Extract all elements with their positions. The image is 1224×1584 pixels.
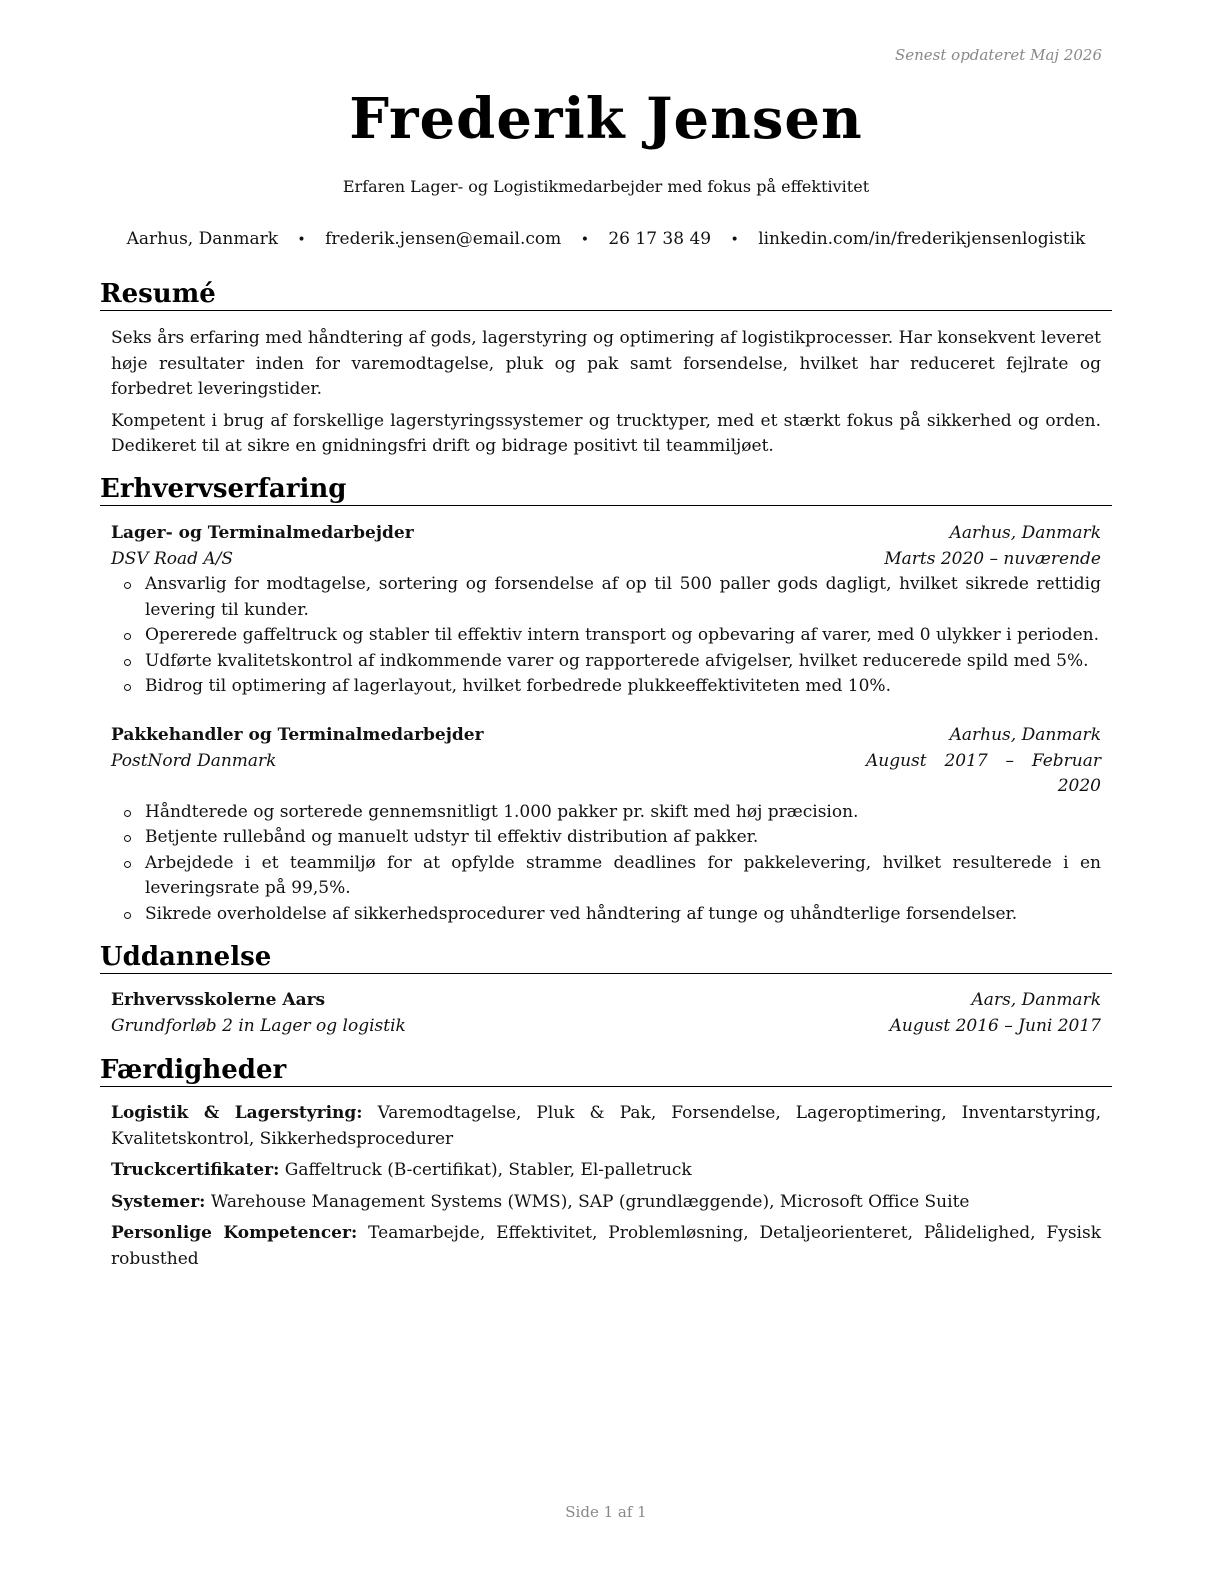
list-item xyxy=(111,649,1101,675)
list-item xyxy=(111,572,1101,623)
list-item-text: Arbejdede i et teammiljø for at opfylde stramme deadlines for pakkelevering, hvilket resulterede i en leveringsrate på 99,5%. xyxy=(145,852,1101,898)
job-dates-line1: August 2017 – Februar xyxy=(866,750,1101,771)
list-item-text: Opererede gaffeltruck og stabler til effektiv intern transport og opbevaring af varer, med 0 ulykker i perioden. xyxy=(145,625,1100,645)
job-bullet-list xyxy=(111,800,1101,928)
list-item-text: Udførte kvalitetskontrol af indkommende varer og rapporterede afvigelser, hvilket reducerede spild med 5%. xyxy=(145,650,1089,671)
education-header-row xyxy=(111,988,1101,1014)
last-updated: Senest opdateret Maj 2026 xyxy=(894,46,1102,64)
tagline: Erfaren Lager- og Logistikmedarbejder med fokus på effektivitet xyxy=(342,177,870,196)
circle-bullet-icon xyxy=(124,582,131,589)
summary-block xyxy=(111,326,1101,460)
job-entry xyxy=(111,723,1101,927)
contact-line xyxy=(100,229,1112,249)
job-subheader-row xyxy=(111,749,1101,800)
job-location: Aarhus, Danmark xyxy=(949,523,1101,543)
skill-label: Systemer: xyxy=(111,1191,206,1212)
list-item-text: Bidrog til optimering af lagerlayout, hvilket forbedrede plukkeeffektiviteten med 10%. xyxy=(145,676,891,696)
section-title-summary: Resumé xyxy=(100,279,1112,311)
list-item xyxy=(111,902,1101,928)
list-item xyxy=(111,825,1101,851)
list-item-text: Håndterede og sorterede gennemsnitligt 1.000 pakker pr. skift med høj præcision. xyxy=(145,801,859,822)
job-role: Pakkehandler og Terminalmedarbejder xyxy=(111,725,484,745)
education-location: Aars, Danmark xyxy=(971,990,1101,1010)
list-item xyxy=(111,851,1101,902)
section-title-education: Uddannelse xyxy=(100,942,1112,974)
page-number: Side 1 af 1 xyxy=(565,1503,647,1521)
list-item-text: Betjente rullebånd og manuelt udstyr til effektiv distribution af pakker. xyxy=(145,827,759,847)
list-item xyxy=(111,800,1101,826)
skill-value: Gaffeltruck (B-certifikat), Stabler, El-palletruck xyxy=(284,1160,692,1180)
list-item-text: Sikrede overholdelse af sikkerhedsprocedurer ved håndtering af tunge og uhåndterlige forsendelser. xyxy=(145,903,1018,924)
skill-label: Truckcertifikater: xyxy=(111,1160,280,1180)
skill-value: Varemodtagelse, Pluk & Pak, Forsendelse, Lageroptimering, Inventarstyring, Kvalitetskontrol, Sikkerhedsprocedurer xyxy=(111,1103,1101,1149)
skills-block xyxy=(111,1101,1101,1272)
summary-paragraph: Seks års erfaring med håndtering af gods, lagerstyring og optimering af logistikprocesser. Har konsekvent leveret høje resultater inden for varemodtagelse, pluk og pak samt forsendelse, hvilket har reduceret fejlrate og forbedret leveringstider. xyxy=(111,328,1101,399)
skill-label: Logistik & Lagerstyring: xyxy=(111,1103,363,1123)
contact-linkedin[interactable]: linkedin.com/in/frederikjensenlogistik xyxy=(758,229,1086,249)
bullet-separator-icon: • xyxy=(580,232,589,248)
summary-paragraph: Kompetent i brug af forskellige lagerstyringssystemer og trucktyper, med et stærkt fokus på sikkerhed og orden. Dedikeret til at sikre en gnidningsfri drift og bidrage positivt til teammiljøet. xyxy=(111,410,1101,456)
contact-email[interactable]: frederik.jensen@email.com xyxy=(325,229,562,249)
skill-line xyxy=(111,1221,1101,1272)
job-header-row xyxy=(111,521,1101,547)
circle-bullet-icon xyxy=(124,659,131,666)
job-dates-line2: 2020 xyxy=(1057,776,1101,796)
education-subheader-row xyxy=(111,1014,1101,1040)
education-program: Grundforløb 2 in Lager og logistik xyxy=(111,1015,406,1036)
job-company: DSV Road A/S xyxy=(111,548,234,569)
section-title-experience: Erhvervserfaring xyxy=(100,474,1112,506)
resume-page xyxy=(100,0,1112,1584)
skill-value: Teamarbejde, Effektivitet, Problemløsning, Detaljeorienteret, Pålidelighed, Fysisk robusthed xyxy=(111,1223,1102,1269)
list-item xyxy=(111,623,1101,649)
circle-bullet-icon xyxy=(124,684,131,691)
candidate-name: Frederik Jensen xyxy=(349,86,863,152)
job-subheader-row xyxy=(111,547,1101,573)
contact-phone[interactable]: 26 17 38 49 xyxy=(608,229,712,249)
circle-bullet-icon xyxy=(124,912,131,919)
job-role: Lager- og Terminalmedarbejder xyxy=(111,523,414,543)
circle-bullet-icon xyxy=(124,861,131,868)
skill-line xyxy=(111,1158,1101,1184)
job-header-row xyxy=(111,723,1101,749)
skill-label: Personlige Kompetencer: xyxy=(111,1223,358,1243)
circle-bullet-icon xyxy=(124,835,131,842)
job-bullet-list xyxy=(111,572,1101,700)
job-dates xyxy=(866,749,1101,800)
bullet-separator-icon: • xyxy=(730,232,739,248)
section-title-skills: Færdigheder xyxy=(100,1055,1112,1087)
skill-value: Warehouse Management Systems (WMS), SAP (grundlæggende), Microsoft Office Suite xyxy=(210,1191,970,1212)
education-school: Erhvervsskolerne Aars xyxy=(111,990,326,1010)
job-company: PostNord Danmark xyxy=(111,750,277,771)
skill-line xyxy=(111,1101,1101,1152)
circle-bullet-icon xyxy=(124,633,131,640)
contact-location: Aarhus, Danmark xyxy=(126,229,279,249)
list-item-text: Ansvarlig for modtagelse, sortering og forsendelse af op til 500 paller gods dagligt, hvilket sikrede rettidig levering til kunder. xyxy=(145,574,1101,620)
job-location: Aarhus, Danmark xyxy=(949,725,1101,745)
skill-line xyxy=(111,1190,1101,1216)
list-item xyxy=(111,674,1101,700)
bullet-separator-icon: • xyxy=(297,232,306,248)
job-dates: Marts 2020 – nuværende xyxy=(884,548,1101,569)
circle-bullet-icon xyxy=(124,810,131,817)
education-dates: August 2016 – Juni 2017 xyxy=(889,1015,1101,1036)
job-entry xyxy=(111,521,1101,700)
education-entry xyxy=(111,988,1101,1039)
